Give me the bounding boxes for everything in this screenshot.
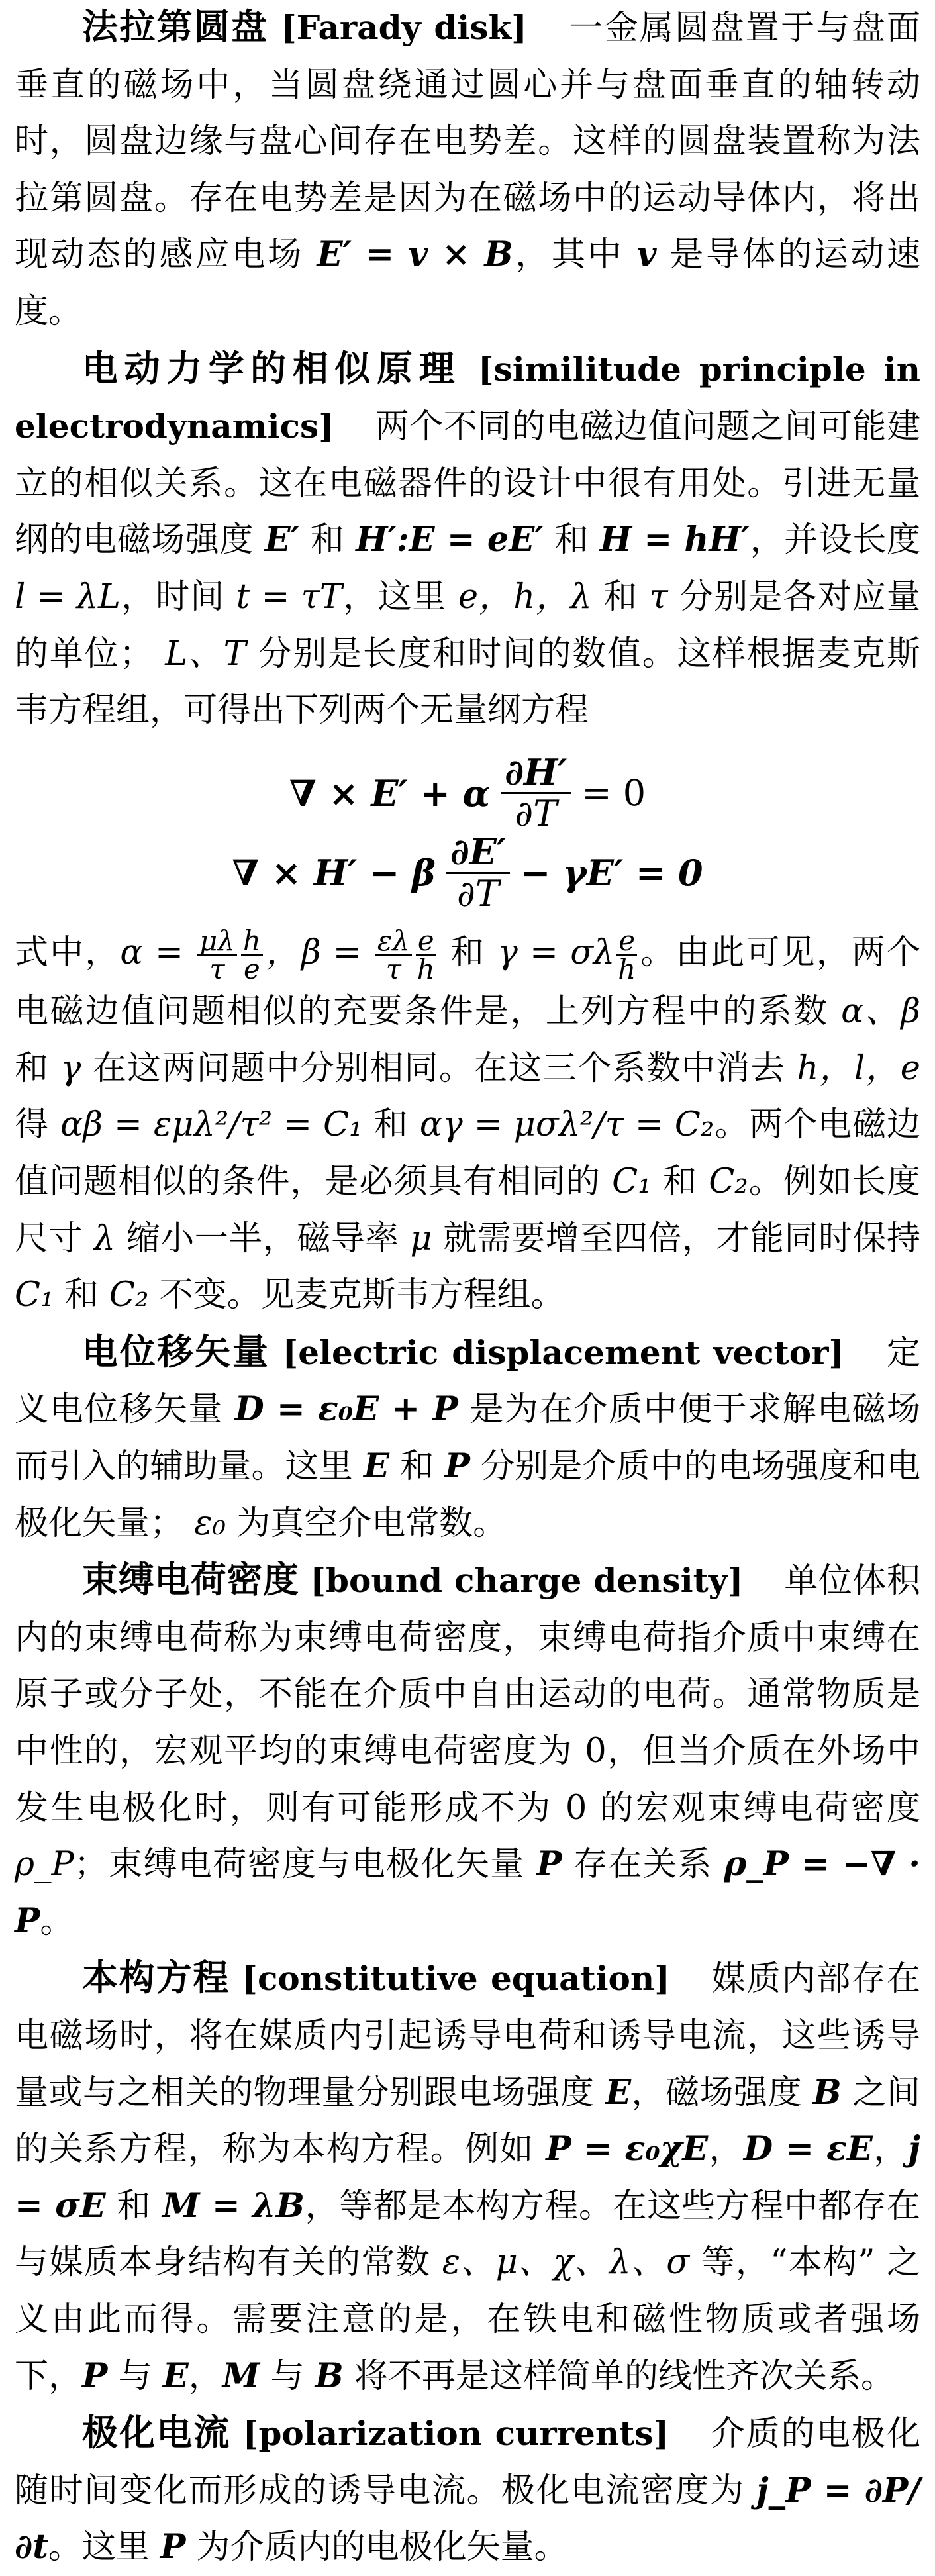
- conjunction: 与: [118, 2356, 152, 2396]
- constant-list: ε、μ、χ、λ、σ: [442, 2243, 690, 2283]
- denominator: e: [243, 953, 260, 986]
- entry-text: 分别是各对应量的单位；: [15, 577, 920, 673]
- formula: t = τT: [236, 577, 342, 617]
- denominator: h: [618, 953, 636, 986]
- variable: E: [363, 1446, 389, 1487]
- conjunction: 和: [310, 520, 345, 560]
- entry-text: 单位体积内的束缚电荷称为束缚电荷密度，束缚电荷指介质中束缚在原子或分子处，不能在介质中自由运动的电荷。通常物质是中性的，宏观平均的束缚电荷密度为 0，但当介质在外场中发生电极化时，则有可能形成不为 0 的宏观束缚电荷密度: [15, 1561, 920, 1828]
- formula: H = hH′: [599, 520, 750, 560]
- entry-text: 定义电位移矢量: [15, 1333, 920, 1430]
- entry-text: 两个不同的电磁边值问题之间可能建立的相似关系。这在电磁器件的设计中很有用处。引进无量纲的电磁场强度: [15, 407, 920, 560]
- numerator: ∂H′: [501, 754, 571, 795]
- entry-title-cn: 法拉第圆盘: [82, 6, 269, 48]
- entry-text: 。: [530, 1275, 565, 1315]
- entry-text: 是为在介质中便于求解电磁场而引入的辅助量。这里: [15, 1390, 920, 1487]
- entry-text: 分别是长度和时间的数值。这样根据麦克斯韦方程组，可得出下列两个无量纲方程: [15, 634, 921, 730]
- entry-title-en: [electric displacement vector]: [282, 1332, 845, 1372]
- fraction: [446, 830, 510, 915]
- variable: C₂: [709, 1162, 748, 1202]
- entry-text: 为介质内的电极化矢量。: [196, 2528, 568, 2567]
- numerator: μλ: [197, 927, 237, 956]
- gamma-lhs: γ = σλ: [497, 933, 615, 973]
- numerator: ελ: [375, 927, 412, 956]
- entry-text: 。例如长度尺寸: [15, 1162, 920, 1258]
- entry-text: 媒质内部存在电磁场时，将在媒质内引起诱导电荷和诱导电流，这些诱导量或与之相关的物理量分别跟电场强度: [15, 1959, 920, 2112]
- variable: H′: [356, 520, 397, 560]
- formula: :E = eE′: [396, 520, 544, 560]
- entry-electric-displacement: [15, 1324, 920, 1552]
- entry-text: 就需要增至四倍，才能同时保持: [443, 1218, 920, 1258]
- variable: μ: [410, 1218, 432, 1258]
- cross-reference-link[interactable]: 麦克斯韦方程组: [294, 1275, 531, 1315]
- entry-text: 为真空介电常数。: [236, 1503, 507, 1543]
- entry-text: 不变。见: [159, 1275, 295, 1315]
- formula: j_P = ∂P/∂t: [15, 2470, 920, 2567]
- conjunction: 和: [15, 1048, 50, 1088]
- entry-text: 在这两问题中分别相同。在这三个系数中消去: [92, 1048, 785, 1088]
- variable: P: [160, 2527, 186, 2567]
- beta-lhs: ，β =: [264, 933, 362, 973]
- formula: P = ε₀χE: [546, 2129, 709, 2169]
- entry-text: 得: [15, 1105, 49, 1145]
- entry-similitude-continued: [15, 924, 920, 1323]
- denominator: ∂T: [456, 872, 499, 915]
- variable: P: [536, 1844, 562, 1885]
- entry-bound-charge-density: [15, 1552, 920, 1950]
- variable: λ: [93, 1218, 116, 1258]
- equation-rhs: − γE′ = 0: [520, 852, 703, 895]
- fraction: [616, 924, 637, 986]
- variable: M: [222, 2355, 260, 2396]
- denominator: h: [417, 953, 435, 986]
- variable: C₂: [109, 1275, 149, 1315]
- variable-list: e，h，λ: [458, 577, 592, 617]
- entry-title-en: [Farady disk]: [281, 8, 527, 47]
- equation-2: [15, 830, 920, 915]
- formula: αγ = μσλ²/τ = C₂: [419, 1105, 714, 1145]
- fraction: [416, 924, 436, 986]
- variable: C₁: [15, 1275, 54, 1315]
- formula: αβ = εμλ²/τ² = C₁: [60, 1105, 363, 1145]
- variable: C₁: [612, 1162, 652, 1202]
- entry-title-en: [constitutive equation]: [242, 1959, 670, 1999]
- entry-text: 。由此可见，两个电磁边值问题相似的充要条件是，上列方程中的系数: [15, 933, 920, 1032]
- variable: ρ_P: [15, 1845, 74, 1885]
- entry-text: 。: [40, 1901, 74, 1941]
- fraction: [375, 924, 412, 986]
- variable: ε₀: [194, 1503, 226, 1543]
- entry-text: 存在关系: [573, 1845, 713, 1885]
- entry-text: ，等都是本构方程。在这些方程中都存在与媒质本身结构有关的常数: [15, 2186, 921, 2283]
- variable: B: [315, 2355, 344, 2396]
- entry-text: 等，“本构” 之义由此而得。需要注意的是，在铁电和磁性物质或者强场下，: [15, 2243, 920, 2396]
- coefficient-list: α、β: [841, 992, 920, 1032]
- fraction: [241, 924, 263, 986]
- variable: E: [162, 2355, 189, 2396]
- entry-title-en: [polarization currents]: [242, 2414, 669, 2453]
- conjunction: 和: [450, 933, 486, 973]
- variable-list: h，l，e: [797, 1048, 920, 1088]
- formula: D = εE: [743, 2129, 873, 2169]
- conjunction: 和: [64, 1275, 99, 1315]
- equation-lhs: ∇ × E′ + α: [289, 771, 491, 815]
- entry-text: ，其中: [513, 235, 624, 275]
- formula: j = σE: [15, 2129, 920, 2226]
- entry-text: 缩小一半，磁导率: [126, 1218, 399, 1258]
- formula: ρ_P = −∇ · P: [15, 1844, 921, 1941]
- conjunction: 和: [603, 577, 638, 617]
- alpha-lhs: α =: [120, 933, 183, 973]
- entry-text: ，这里: [342, 577, 447, 617]
- conjunction: 和: [373, 1105, 409, 1145]
- formula: D = ε₀E + P: [234, 1389, 458, 1430]
- entry-title-en: [bound charge density]: [310, 1561, 744, 1601]
- variable: v: [636, 234, 657, 275]
- equation-1: [15, 750, 920, 835]
- formula: l = λL: [15, 577, 121, 617]
- variable: P: [444, 1446, 470, 1487]
- fraction: [501, 750, 571, 835]
- equation-lhs: ∇ × H′ − β: [232, 852, 436, 895]
- entry-text: ；束缚电荷密度与电极化矢量: [74, 1845, 525, 1885]
- variable: E: [605, 2072, 631, 2112]
- variable-list: L、T: [165, 634, 246, 673]
- entry-title-cn: 电位移矢量: [82, 1330, 270, 1373]
- conjunction: 和: [554, 520, 589, 560]
- entry-text: 一金属圆盘置于与盘面垂直的磁场中，当圆盘绕通过圆心并与盘面垂直的轴转动时，圆盘边缘与盘心间存在电势差。这样的圆盘装置称为法拉第圆盘。存在电势差是因为在磁场中的运动导体内，将出现动态的感应电场: [15, 9, 921, 275]
- entry-text: ，磁场强度: [630, 2073, 802, 2112]
- variable: B: [812, 2072, 842, 2112]
- denominator: ∂T: [515, 793, 558, 835]
- entry-text: 。两个电磁边值问题相似的条件，是必须具有相同的: [15, 1105, 920, 1202]
- entry-title-en: [similitude principle in electrodynamics]: [15, 349, 921, 446]
- entry-text: 之间的关系方程，称为本构方程。例如: [15, 2073, 920, 2169]
- fraction: [197, 924, 237, 986]
- entry-text: 。这里: [48, 2528, 150, 2567]
- conjunction: 与: [270, 2356, 305, 2396]
- conjunction: 和: [400, 1447, 434, 1487]
- dictionary-page: [15, 0, 921, 2567]
- variable: γ: [60, 1048, 81, 1088]
- entry-text: 介质的电极化随时间变化而形成的诱导电流。极化电流密度为: [15, 2414, 920, 2510]
- numerator: ∂E′: [446, 833, 510, 874]
- entry-similitude-principle: [15, 340, 920, 739]
- numerator: e: [616, 927, 637, 956]
- entry-text: 是导体的运动速度。: [15, 235, 920, 331]
- numerator: h: [241, 927, 263, 956]
- variable: E′: [264, 520, 300, 560]
- conjunction: 和: [662, 1162, 697, 1202]
- entry-constitutive-equation: 本构方程 [constitutive equation] 媒质内部存在电磁场时，将在媒质内引起诱导电荷和诱导电流，这些诱导量或与之相关的物理量分别跟电场强度 E，磁场强度 B 之间的关系方程，称为本构方程。例如 P = ε₀χE，D = εE，j = σE 和 M = λB，等都是本构方程。在这些方程中都存在与媒质本身结构有关的常数 ε、μ、χ、λ、σ 等，“本构” 之义由此而得。需要注意的是，在铁电和磁性物质或者强场下，P 与 E，M 与 B 将不再是这样简单的线性齐次关系。: [15, 1957, 921, 2396]
- entry-text: ，时间: [120, 577, 225, 617]
- entry-title-cn: 极化电流: [82, 2412, 231, 2454]
- entry-text: 式中，: [15, 933, 121, 973]
- formula: E′ = v × B: [317, 234, 513, 275]
- variable: τ: [649, 577, 668, 617]
- formula: M = λB: [162, 2185, 305, 2226]
- entry-text: 将不再是这样简单的线性齐次关系。: [354, 2356, 895, 2396]
- conjunction: 和: [117, 2186, 152, 2226]
- entry-title-cn: 束缚电荷密度: [82, 1559, 299, 1601]
- display-equations: [15, 750, 920, 915]
- entry-faraday-disk: [15, 0, 920, 340]
- equation-rhs: = 0: [581, 771, 646, 814]
- entry-polarization-currents: [15, 2404, 920, 2576]
- variable: P: [82, 2355, 108, 2396]
- entry-title-cn: 本构方程: [82, 1957, 230, 1999]
- entry-text: ，并设长度: [750, 520, 920, 560]
- numerator: e: [416, 927, 436, 956]
- denominator: τ: [209, 953, 225, 986]
- denominator: τ: [385, 953, 401, 986]
- entry-text: 分别是介质中的电场强度和电极化矢量；: [15, 1447, 920, 1543]
- entry-title-cn: 电动力学的相似原理: [82, 347, 462, 389]
